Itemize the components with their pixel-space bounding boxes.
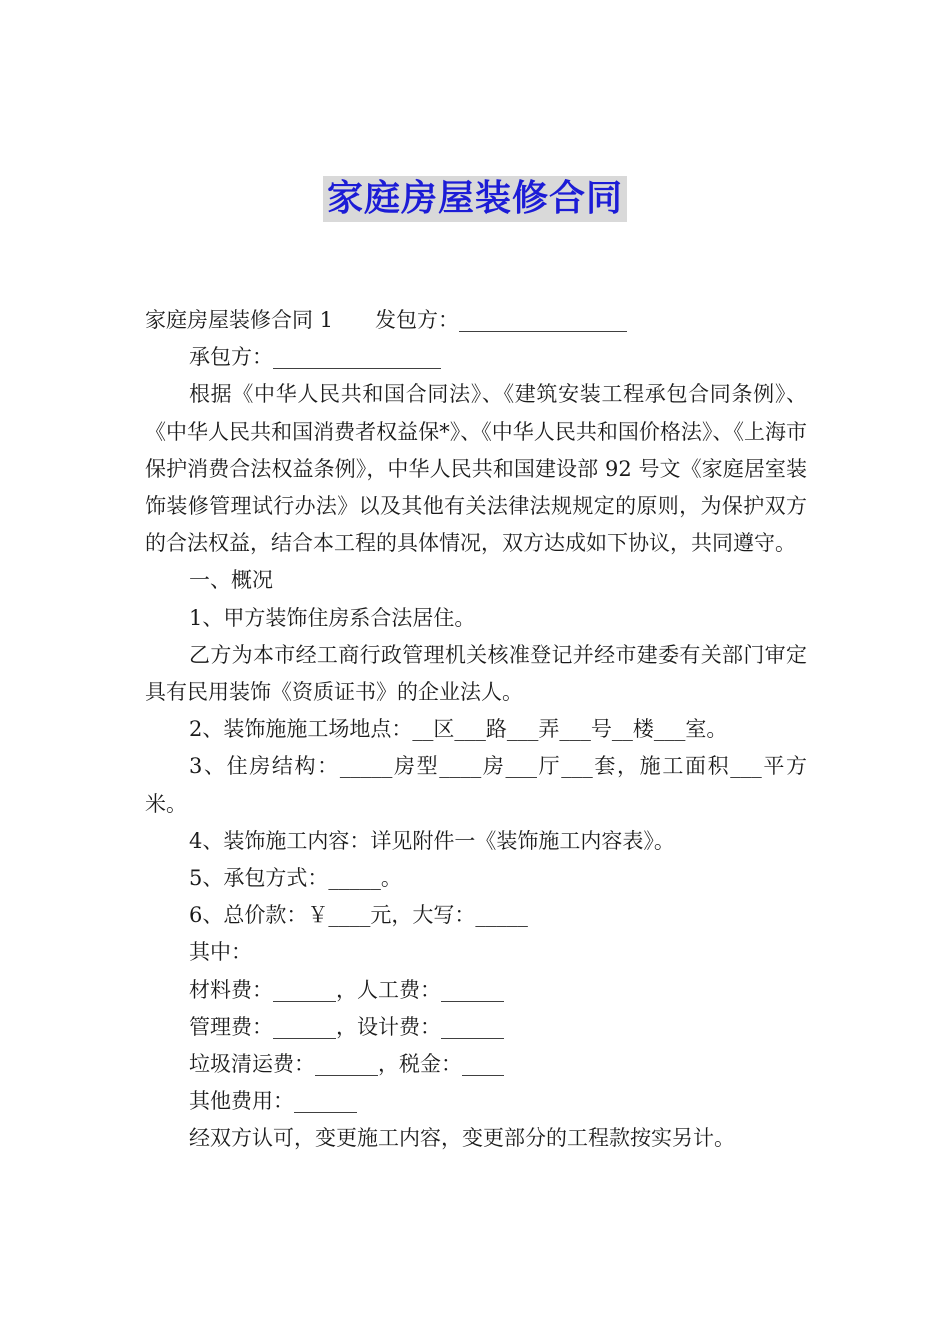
paragraph-item-6: 6、总价款：￥____元，大写：_____ — [189, 903, 528, 928]
paragraph-fees-waste-tax: 垃圾清运费：______，税金：____ — [189, 1052, 504, 1077]
paragraph-header-line: 家庭房屋装修合同 1 发包方：________________ — [145, 308, 628, 332]
paragraph-fees-material-labor: 材料费：______，人工费：______ — [189, 977, 504, 1002]
paragraph-party-b: 乙方为本市经工商行政管理机关核准登记并经市建委有关部门审定具有民用装饰《资质证书》的企业法人。 — [145, 642, 807, 705]
paragraph-item-1: 1、甲方装饰住房系合法居住。 — [189, 605, 476, 630]
paragraph-item-5: 5、承包方式：_____。 — [189, 866, 402, 891]
section-heading-overview: 一、概况 — [189, 568, 273, 593]
document-title: 家庭房屋装修合同 — [323, 176, 627, 222]
paragraph-item-3: 3、住房结构：_____房型____房___厅___套，施工面积___平方米。 — [145, 754, 807, 816]
paragraph-contractor: 承包方：________________ — [189, 345, 441, 370]
paragraph-among: 其中： — [189, 940, 252, 965]
paragraph-fees-other: 其他费用：______ — [189, 1089, 357, 1114]
paragraph-legal-basis: 根据《中华人民共和国合同法》、《建筑安装工程承包合同条例》、《中华人民共和国消费者权益保*》、《中华人民共和国价格法》、《上海市保护消费合法权益条例》，中华人民共和国建设部 92 号文《家庭居室装饰装修管理试行办法》以及其他有关法律法规规定的原则，为保护双方的合法权益，结合本工程的具体情况，双方达成如下协议，共同遵守。 — [145, 382, 807, 556]
paragraph-item-2: 2、装饰施施工场地点：__区___路___弄___号__楼___室。 — [189, 717, 728, 742]
paragraph-item-4: 4、装饰施工内容：详见附件一《装饰施工内容表》。 — [189, 828, 675, 853]
paragraph-change-clause: 经双方认可，变更施工内容，变更部分的工程款按实另计。 — [189, 1126, 735, 1151]
paragraph-fees-management-design: 管理费：______，设计费：______ — [189, 1014, 504, 1039]
title-container — [0, 176, 950, 222]
document-body — [145, 302, 807, 1158]
